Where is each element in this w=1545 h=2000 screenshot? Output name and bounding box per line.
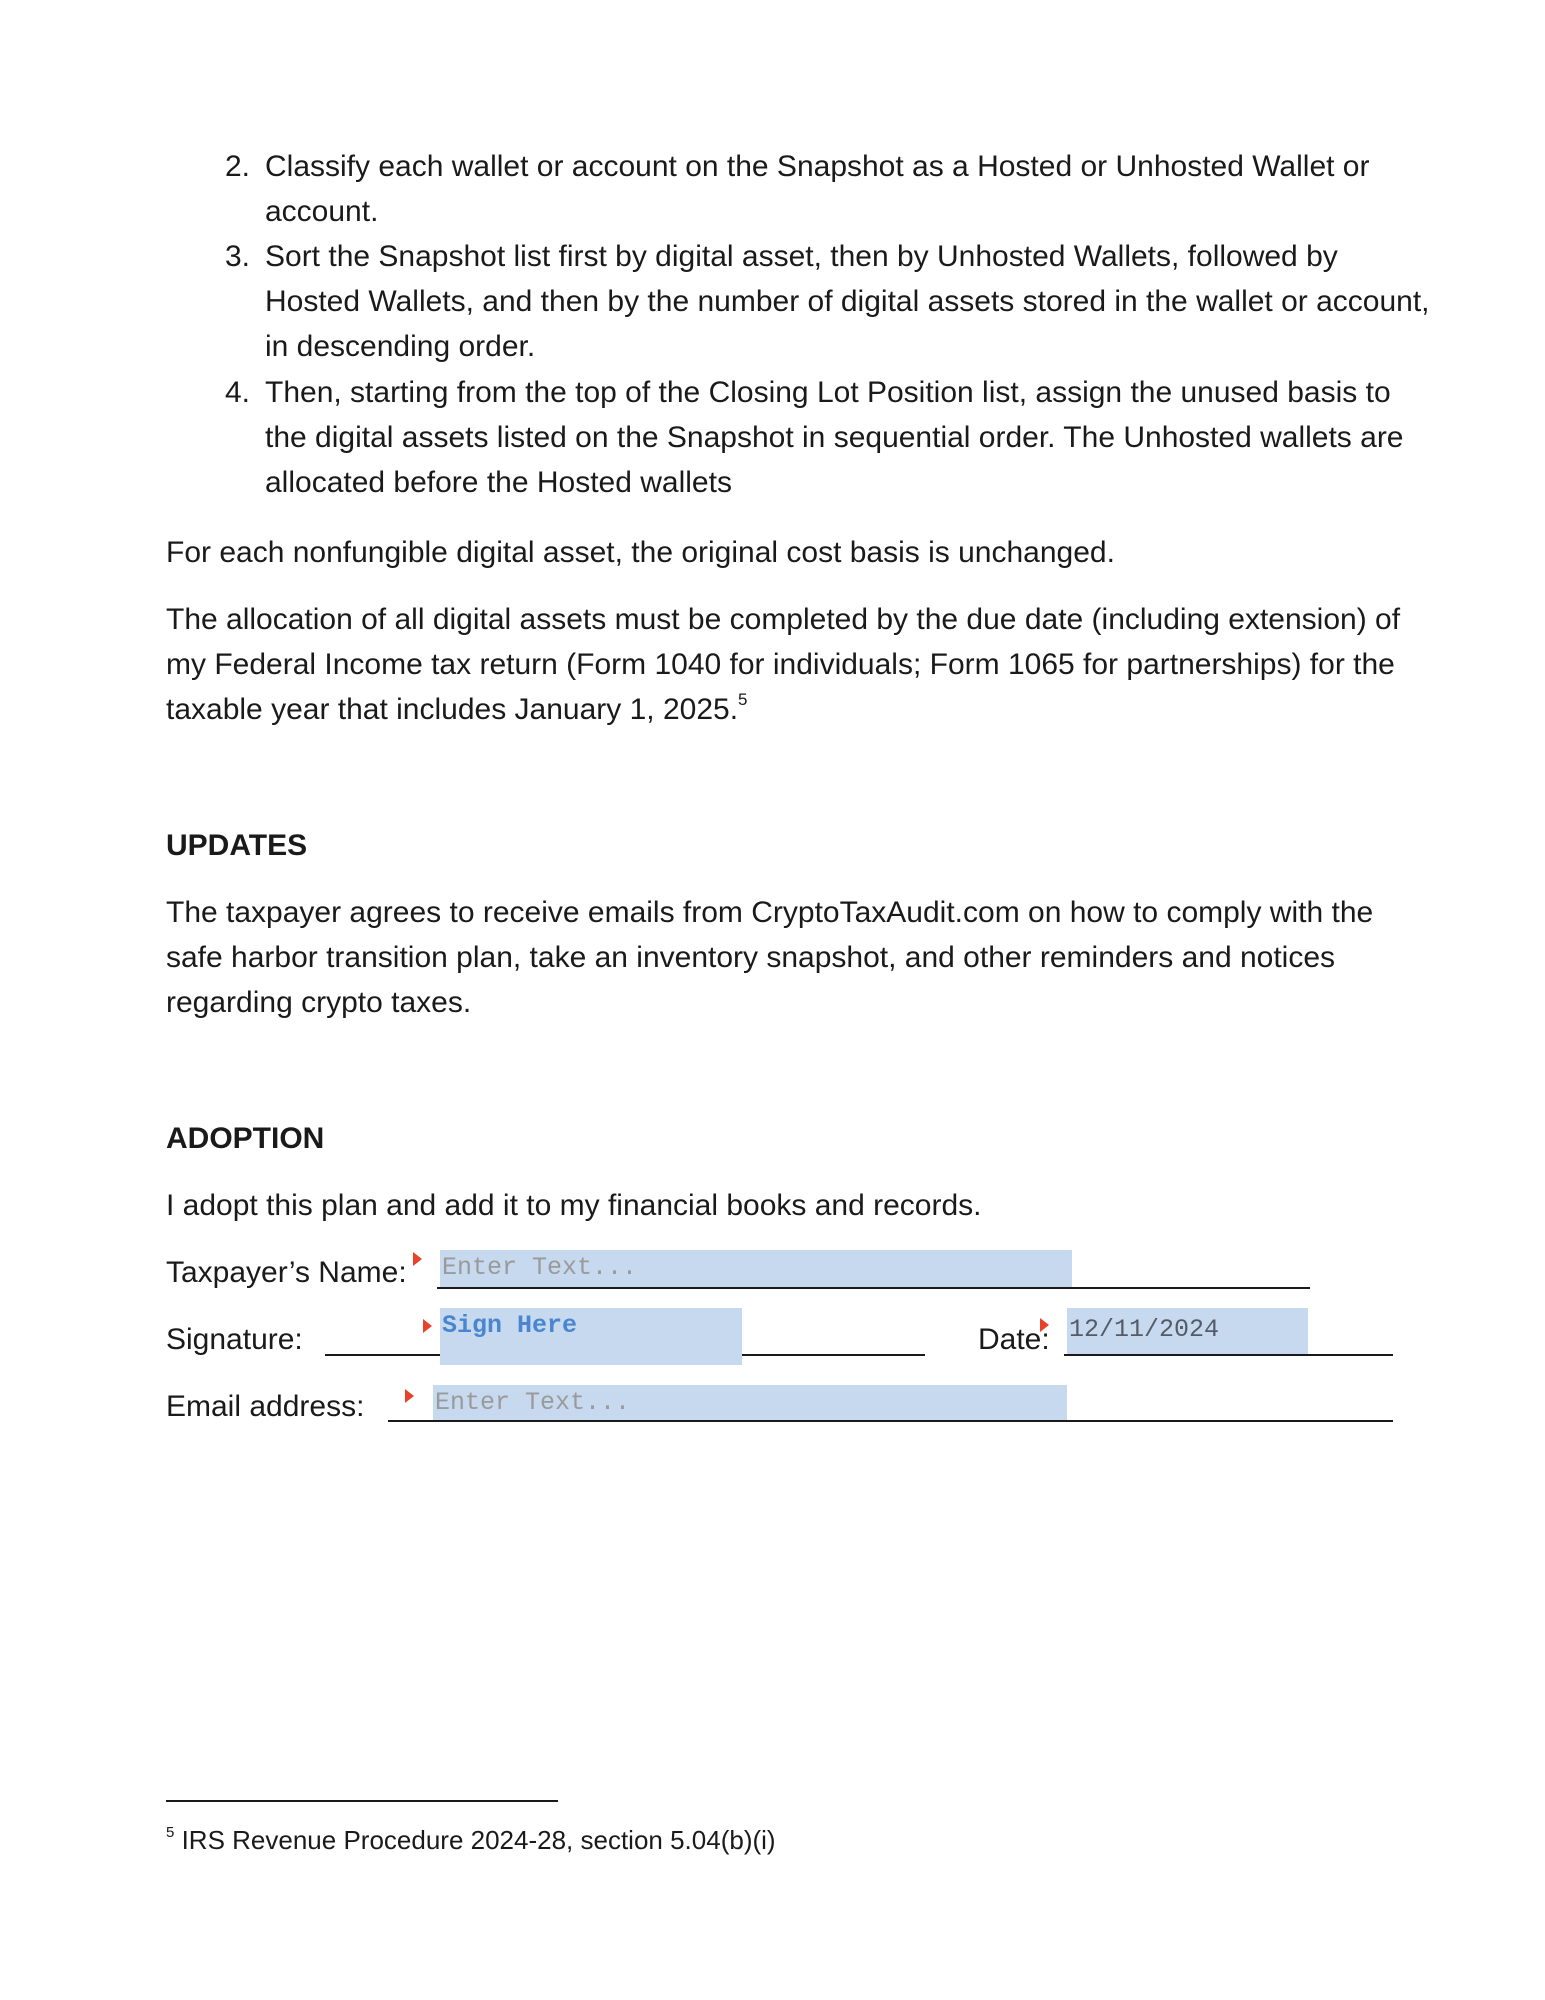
footnote-reference[interactable]: 5: [738, 690, 748, 709]
email-label: Email address:: [166, 1390, 365, 1423]
taxpayer-name-field[interactable]: Enter Text...: [440, 1250, 1072, 1288]
footnote-divider: [166, 1800, 558, 1802]
updates-paragraph: The taxpayer agrees to receive emails from CryptoTaxAudit.com on how to comply with the safe harbor transition plan, take an inventory snapshot, and other reminders and notices regarding crypto taxes.: [166, 896, 1374, 1019]
date-underline: [1064, 1354, 1393, 1356]
field-marker-icon: [413, 1252, 422, 1266]
field-marker-icon: [423, 1319, 432, 1333]
signature-label: Signature:: [166, 1323, 303, 1356]
list-number: 4.: [224, 376, 250, 409]
footnote: [166, 1822, 776, 1858]
adoption-paragraph: I adopt this plan and add it to my financial books and records.: [166, 1189, 982, 1222]
list-item-text: Then, starting from the top of the Closing Lot Position list, assign the unused basis to the digital assets listed on the Snapshot in sequential order. The Unhosted wallets are allocated before the Hosted wallets: [265, 376, 1404, 499]
list-item-text: Classify each wallet or account on the Snapshot as a Hosted or Unhosted Wallet or account.: [265, 150, 1370, 228]
updates-heading: UPDATES: [166, 829, 308, 862]
list-number: 2.: [224, 150, 250, 183]
adoption-heading: ADOPTION: [166, 1122, 325, 1155]
list-number: 3.: [224, 240, 250, 273]
list-item-text: Sort the Snapshot list first by digital asset, then by Unhosted Wallets, followed by Hosted Wallets, and then by the number of digital assets stored in the wallet or account, in descending order.: [265, 240, 1430, 363]
field-marker-icon: [1040, 1318, 1049, 1332]
signature-field[interactable]: Sign Here: [440, 1308, 742, 1365]
email-underline: [388, 1420, 1393, 1422]
footnote-number: 5: [166, 1824, 175, 1841]
footnote-text: IRS Revenue Procedure 2024-28, section 5.04(b)(i): [181, 1825, 776, 1855]
field-marker-icon: [405, 1389, 414, 1403]
allocation-text: The allocation of all digital assets must be completed by the due date (including extension) of my Federal Income tax return (Form 1040 for individuals; Form 1065 for partnerships) for the taxable year that includes January 1, 2025.: [166, 603, 1401, 726]
allocation-paragraph: [166, 597, 1436, 732]
taxpayer-name-label: Taxpayer’s Name:: [166, 1256, 407, 1289]
email-field[interactable]: Enter Text...: [433, 1385, 1067, 1422]
date-label: Date:: [978, 1323, 1050, 1356]
date-field[interactable]: 12/11/2024: [1067, 1308, 1308, 1354]
name-underline: [437, 1287, 1310, 1289]
nonfungible-paragraph: For each nonfungible digital asset, the original cost basis is unchanged.: [166, 536, 1115, 569]
